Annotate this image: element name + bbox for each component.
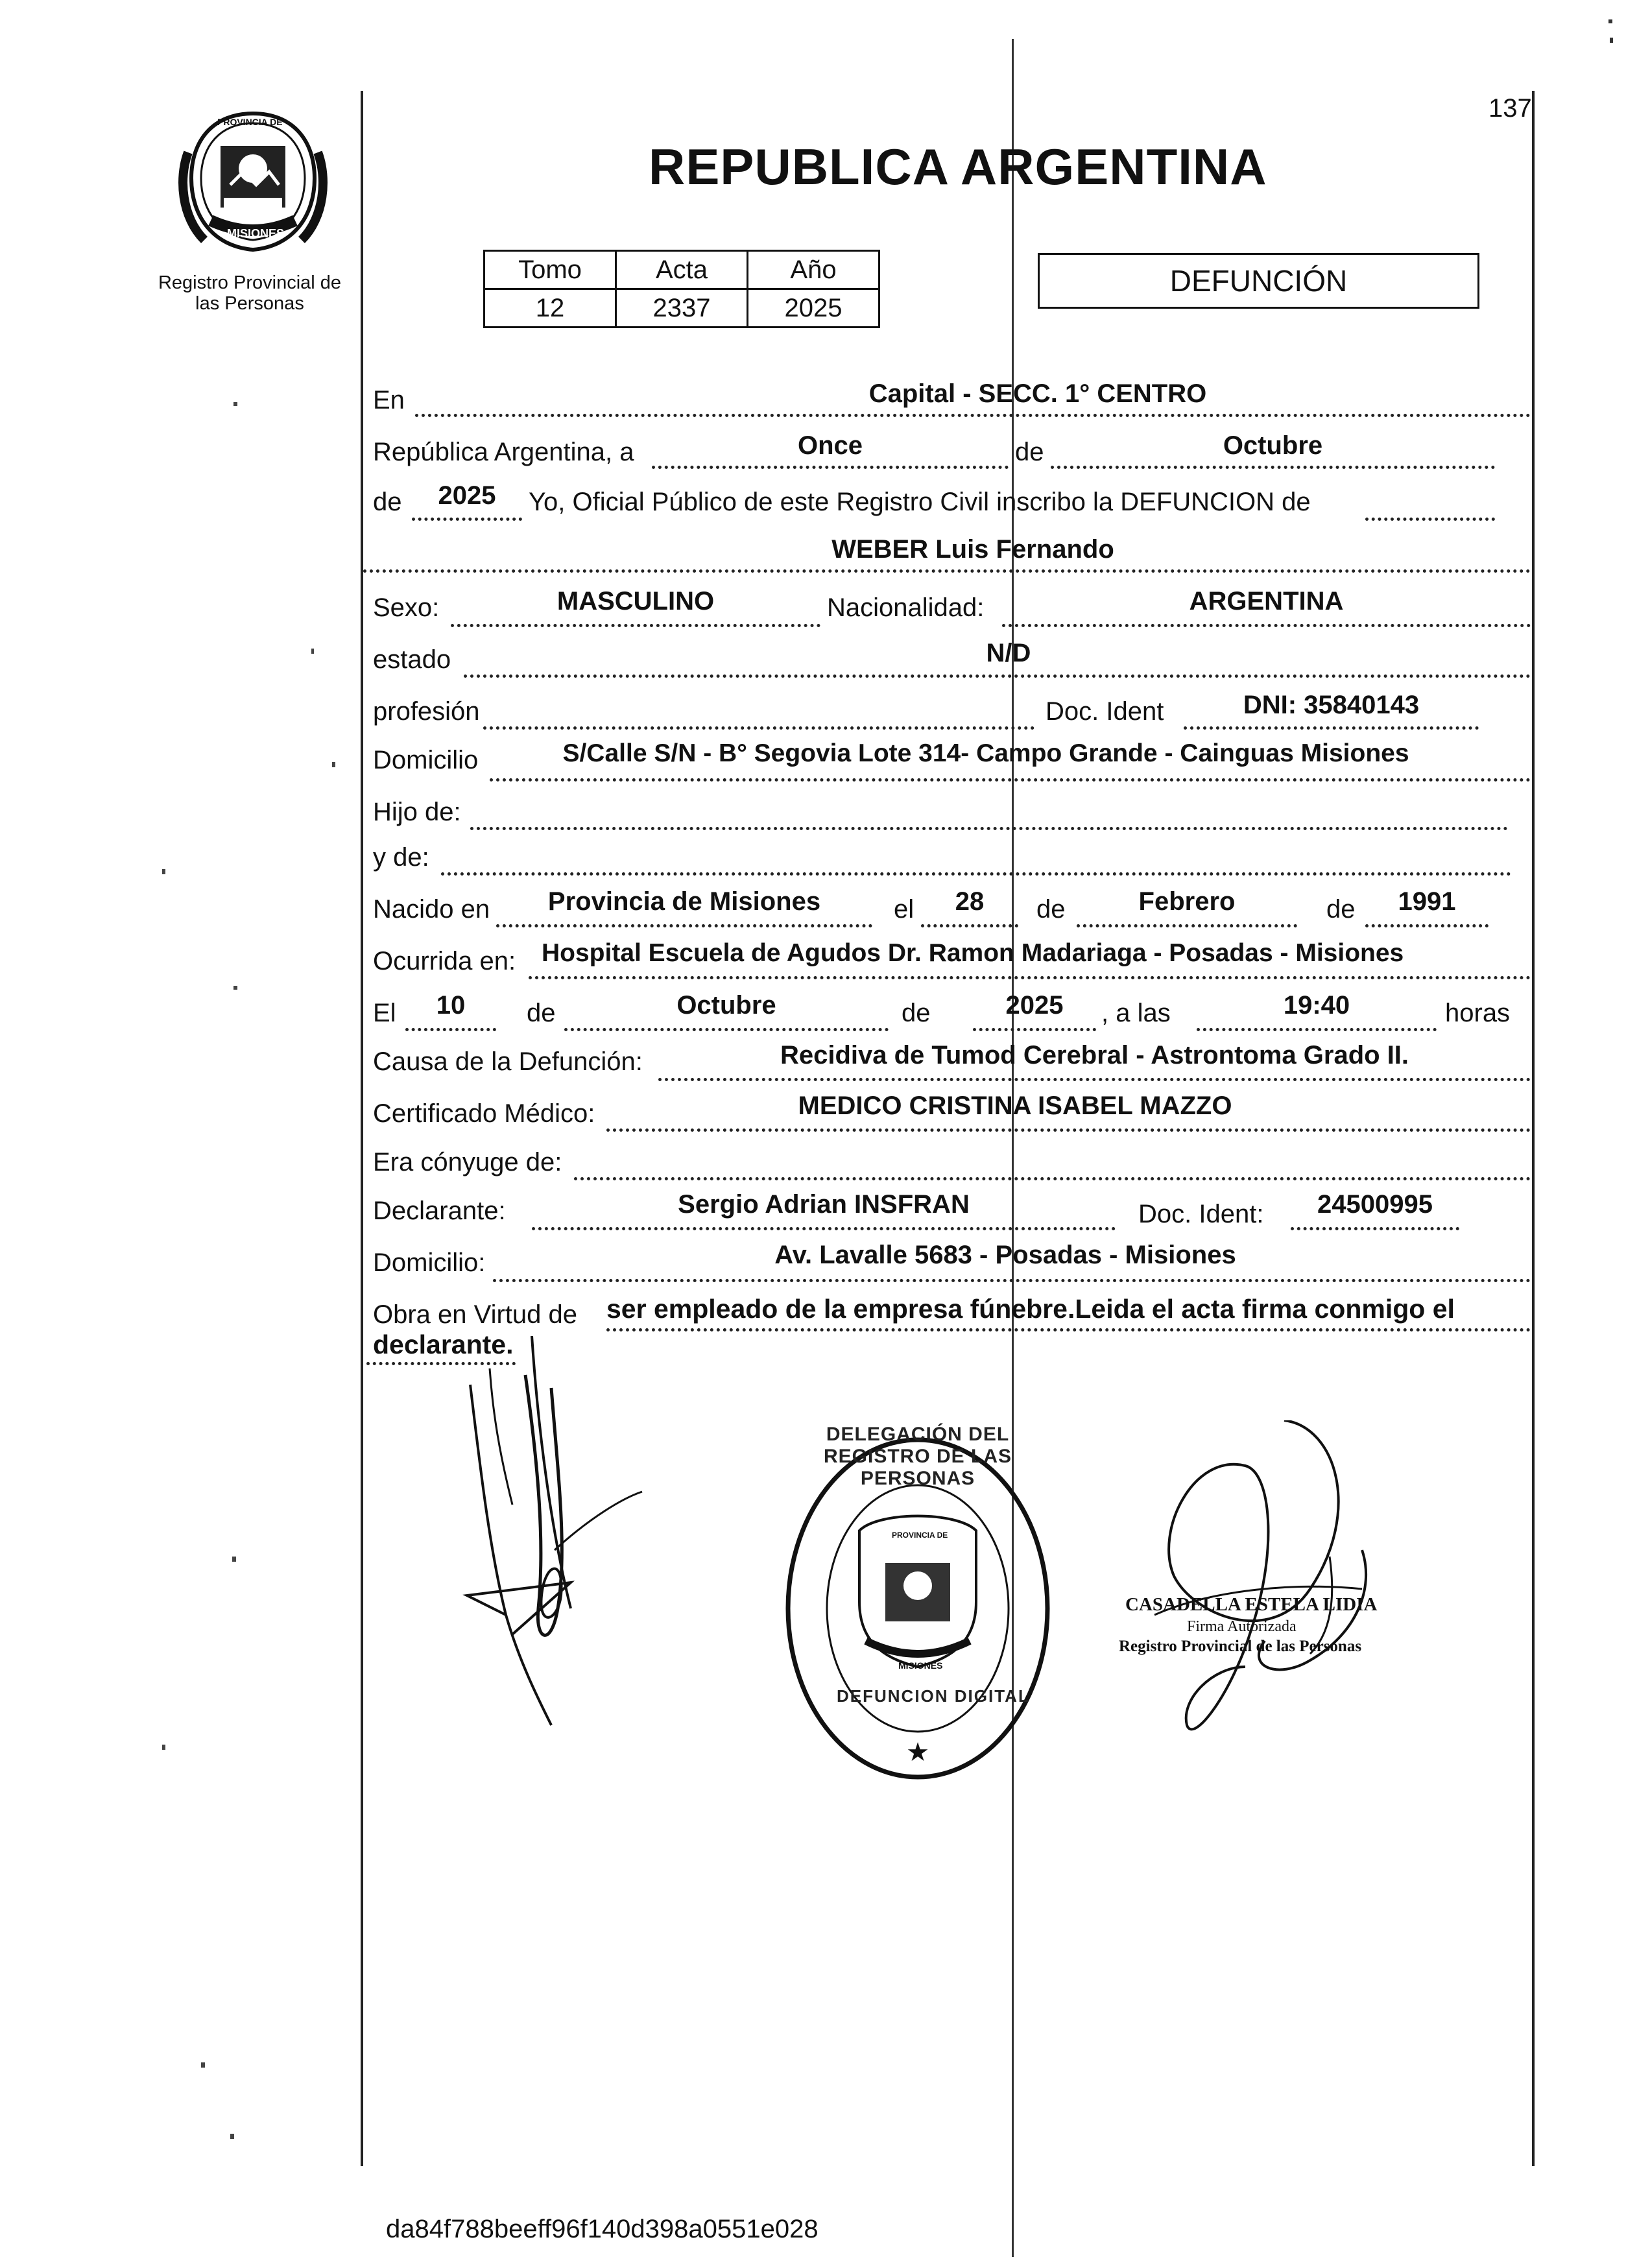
causa-value: Recidiva de Tumod Cerebral - Astrontoma Grado II. bbox=[780, 1041, 1409, 1069]
obra-label: Obra en Virtud de bbox=[373, 1300, 578, 1329]
def-anio: 2025 bbox=[1005, 991, 1064, 1020]
margin-mark bbox=[233, 402, 237, 406]
nacionalidad-label: Nacionalidad: bbox=[827, 593, 985, 622]
registry-name bbox=[146, 272, 353, 314]
name-rule bbox=[363, 569, 1531, 573]
conyuge-label: Era cónyuge de: bbox=[373, 1148, 562, 1176]
margin-mark bbox=[233, 986, 237, 990]
estado-label: estado bbox=[373, 645, 451, 674]
registry-line-2: las Personas bbox=[195, 293, 304, 314]
def-dia: 10 bbox=[436, 991, 466, 1020]
nacido-anio-dots bbox=[1365, 924, 1489, 927]
estado-value: N/D bbox=[986, 639, 1031, 667]
declarante-label: Declarante: bbox=[373, 1197, 506, 1225]
svg-text:★: ★ bbox=[906, 1737, 929, 1767]
month-value: Octubre bbox=[1223, 431, 1323, 460]
tomo-header: Tomo bbox=[484, 251, 616, 289]
nacionalidad-value: ARGENTINA bbox=[1189, 587, 1344, 615]
emblem-top-text: PROVINCIA DE bbox=[217, 117, 283, 127]
hijo-label: Hijo de: bbox=[373, 798, 461, 826]
acta-header: Acta bbox=[616, 251, 748, 289]
de-nacido-mes-label: de bbox=[1036, 895, 1066, 924]
el-label: el bbox=[894, 895, 915, 924]
doc-ident-label: Doc. Ident bbox=[1046, 697, 1164, 726]
def-mes-dots bbox=[564, 1028, 889, 1031]
nacido-label: Nacido en bbox=[373, 895, 490, 924]
profesion-label: profesión bbox=[373, 697, 480, 726]
conyuge-dots bbox=[574, 1177, 1531, 1180]
left-frame-line bbox=[361, 91, 363, 2166]
hora-dots bbox=[1197, 1028, 1437, 1031]
republica-label: República Argentina, a bbox=[373, 438, 634, 466]
tomo-acta-anio-table bbox=[483, 250, 880, 328]
obra-value: ser empleado de la empresa fúnebre.Leida el acta firma conmigo el bbox=[606, 1294, 1455, 1324]
margin-mark bbox=[162, 1745, 165, 1750]
nacido-mes: Febrero bbox=[1138, 887, 1236, 916]
yde-label: y de: bbox=[373, 843, 429, 872]
nacido-dia-dots bbox=[921, 924, 1018, 927]
def-anio-dots bbox=[973, 1028, 1096, 1031]
seal-inner-text: DEFUNCION DIGITAL bbox=[837, 1686, 1030, 1706]
stamp-org: Registro Provincial de las Personas bbox=[1119, 1638, 1362, 1655]
de-def-mes-label: de bbox=[527, 999, 556, 1027]
declarante-doc: 24500995 bbox=[1317, 1190, 1433, 1219]
emblem-bottom-text: MISIONES bbox=[227, 227, 285, 240]
hora-value: 19:40 bbox=[1283, 991, 1350, 1020]
corner-mark bbox=[1608, 19, 1612, 23]
seal-emblem-bottom: MISIONES bbox=[898, 1660, 943, 1671]
yde-dots bbox=[441, 872, 1511, 876]
corner-mark bbox=[1610, 38, 1613, 43]
page-number: 137 bbox=[1489, 94, 1532, 123]
document-hash: da84f788beeff96f140d398a0551e028 bbox=[386, 2215, 819, 2243]
de-def-anio-label: de bbox=[902, 999, 931, 1027]
doc-value: DNI: 35840143 bbox=[1243, 691, 1420, 719]
de-year-label: de bbox=[373, 488, 402, 516]
sexo-value: MASCULINO bbox=[556, 587, 715, 615]
margin-mark bbox=[162, 869, 165, 874]
declarant-signature-icon bbox=[441, 1336, 675, 1738]
en-dots bbox=[415, 414, 1531, 417]
domicilio-dots bbox=[490, 778, 1531, 782]
margin-mark bbox=[232, 1557, 236, 1562]
certificado-value: MEDICO CRISTINA ISABEL MAZZO bbox=[798, 1092, 1232, 1120]
nacionalidad-dots bbox=[1002, 624, 1531, 627]
year-value: 2025 bbox=[438, 481, 496, 510]
month-dots bbox=[1051, 466, 1495, 469]
domicilio2-label: Domicilio: bbox=[373, 1248, 486, 1277]
horas-label: horas bbox=[1445, 999, 1511, 1027]
day-word: Once bbox=[797, 431, 863, 460]
el-def-label: El bbox=[373, 999, 396, 1027]
certificado-dots bbox=[606, 1128, 1531, 1132]
right-frame-line bbox=[1532, 91, 1535, 2166]
sexo-label: Sexo: bbox=[373, 593, 440, 622]
hijo-dots bbox=[470, 827, 1508, 830]
doc-ident2-label: Doc. Ident: bbox=[1138, 1200, 1264, 1228]
certificado-label: Certificado Médico: bbox=[373, 1099, 595, 1128]
nacido-dia: 28 bbox=[955, 887, 985, 916]
alas-label: , a las bbox=[1101, 999, 1171, 1027]
acta-value: 2337 bbox=[616, 289, 748, 328]
stamp-role: Firma Autorizada bbox=[1187, 1618, 1297, 1635]
de-nacido-anio-label: de bbox=[1326, 895, 1356, 924]
obra-value-2: declarante. bbox=[373, 1330, 514, 1359]
declarante-value: Sergio Adrian INSFRAN bbox=[678, 1190, 970, 1219]
stamp-name: CASADELLA ESTELA LIDIA bbox=[1125, 1594, 1378, 1615]
declarante-doc-dots bbox=[1291, 1227, 1459, 1230]
ocurrida-dots bbox=[529, 976, 1531, 979]
margin-mark bbox=[230, 2134, 234, 2139]
en-label: En bbox=[373, 386, 405, 414]
tomo-value: 12 bbox=[484, 289, 616, 328]
de-label: de bbox=[1015, 438, 1044, 466]
day-dots bbox=[652, 466, 1009, 469]
anio-value: 2025 bbox=[748, 289, 879, 328]
def-mes: Octubre bbox=[676, 991, 776, 1020]
domicilio2-dots bbox=[493, 1279, 1531, 1282]
doc-dots bbox=[1184, 726, 1479, 730]
yo-text: Yo, Oficial Público de este Registro Civil inscribo la DEFUNCION de bbox=[529, 488, 1311, 516]
margin-mark bbox=[201, 2062, 205, 2068]
year-dots bbox=[412, 518, 522, 521]
profesion-dots bbox=[483, 726, 1034, 730]
domicilio-label: Domicilio bbox=[373, 746, 479, 774]
seal-emblem-top: PROVINCIA DE bbox=[892, 1531, 948, 1540]
anio-header: Año bbox=[748, 251, 879, 289]
domicilio2-value: Av. Lavalle 5683 - Posadas - Misiones bbox=[774, 1241, 1236, 1269]
nacido-lugar-dots bbox=[496, 924, 872, 927]
ocurrida-label: Ocurrida en: bbox=[373, 947, 516, 975]
center-fold-line bbox=[1012, 39, 1014, 2257]
margin-mark bbox=[311, 649, 314, 654]
causa-dots bbox=[658, 1078, 1531, 1081]
def-dia-dots bbox=[405, 1028, 496, 1031]
estado-dots bbox=[464, 674, 1531, 678]
yo-dots bbox=[1365, 518, 1495, 521]
registry-line-1: Registro Provincial de bbox=[158, 272, 342, 293]
page-title: REPUBLICA ARGENTINA bbox=[649, 138, 1267, 195]
ocurrida-value: Hospital Escuela de Agudos Dr. Ramon Madariaga - Posadas - Misiones bbox=[542, 939, 1404, 967]
act-type-box: DEFUNCIÓN bbox=[1038, 253, 1479, 309]
nacido-lugar: Provincia de Misiones bbox=[547, 887, 821, 916]
sexo-dots bbox=[451, 624, 820, 627]
causa-label: Causa de la Defunción: bbox=[373, 1047, 643, 1076]
nacido-anio: 1991 bbox=[1398, 887, 1456, 916]
declarante-dots bbox=[532, 1227, 1116, 1230]
margin-mark bbox=[332, 762, 335, 767]
domicilio-value: S/Calle S/N - B° Segovia Lote 314- Campo Grande - Cainguas Misiones bbox=[562, 739, 1409, 767]
en-value: Capital - SECC. 1° CENTRO bbox=[868, 379, 1207, 408]
obra-dots bbox=[606, 1328, 1531, 1331]
deceased-name: WEBER Luis Fernando bbox=[831, 535, 1114, 564]
official-signature-icon bbox=[1116, 1420, 1388, 1784]
nacido-mes-dots bbox=[1077, 924, 1297, 927]
seal-ring-text: DELEGACIÓN DEL REGISTRO DE LAS PERSONAS bbox=[823, 1424, 1012, 1489]
